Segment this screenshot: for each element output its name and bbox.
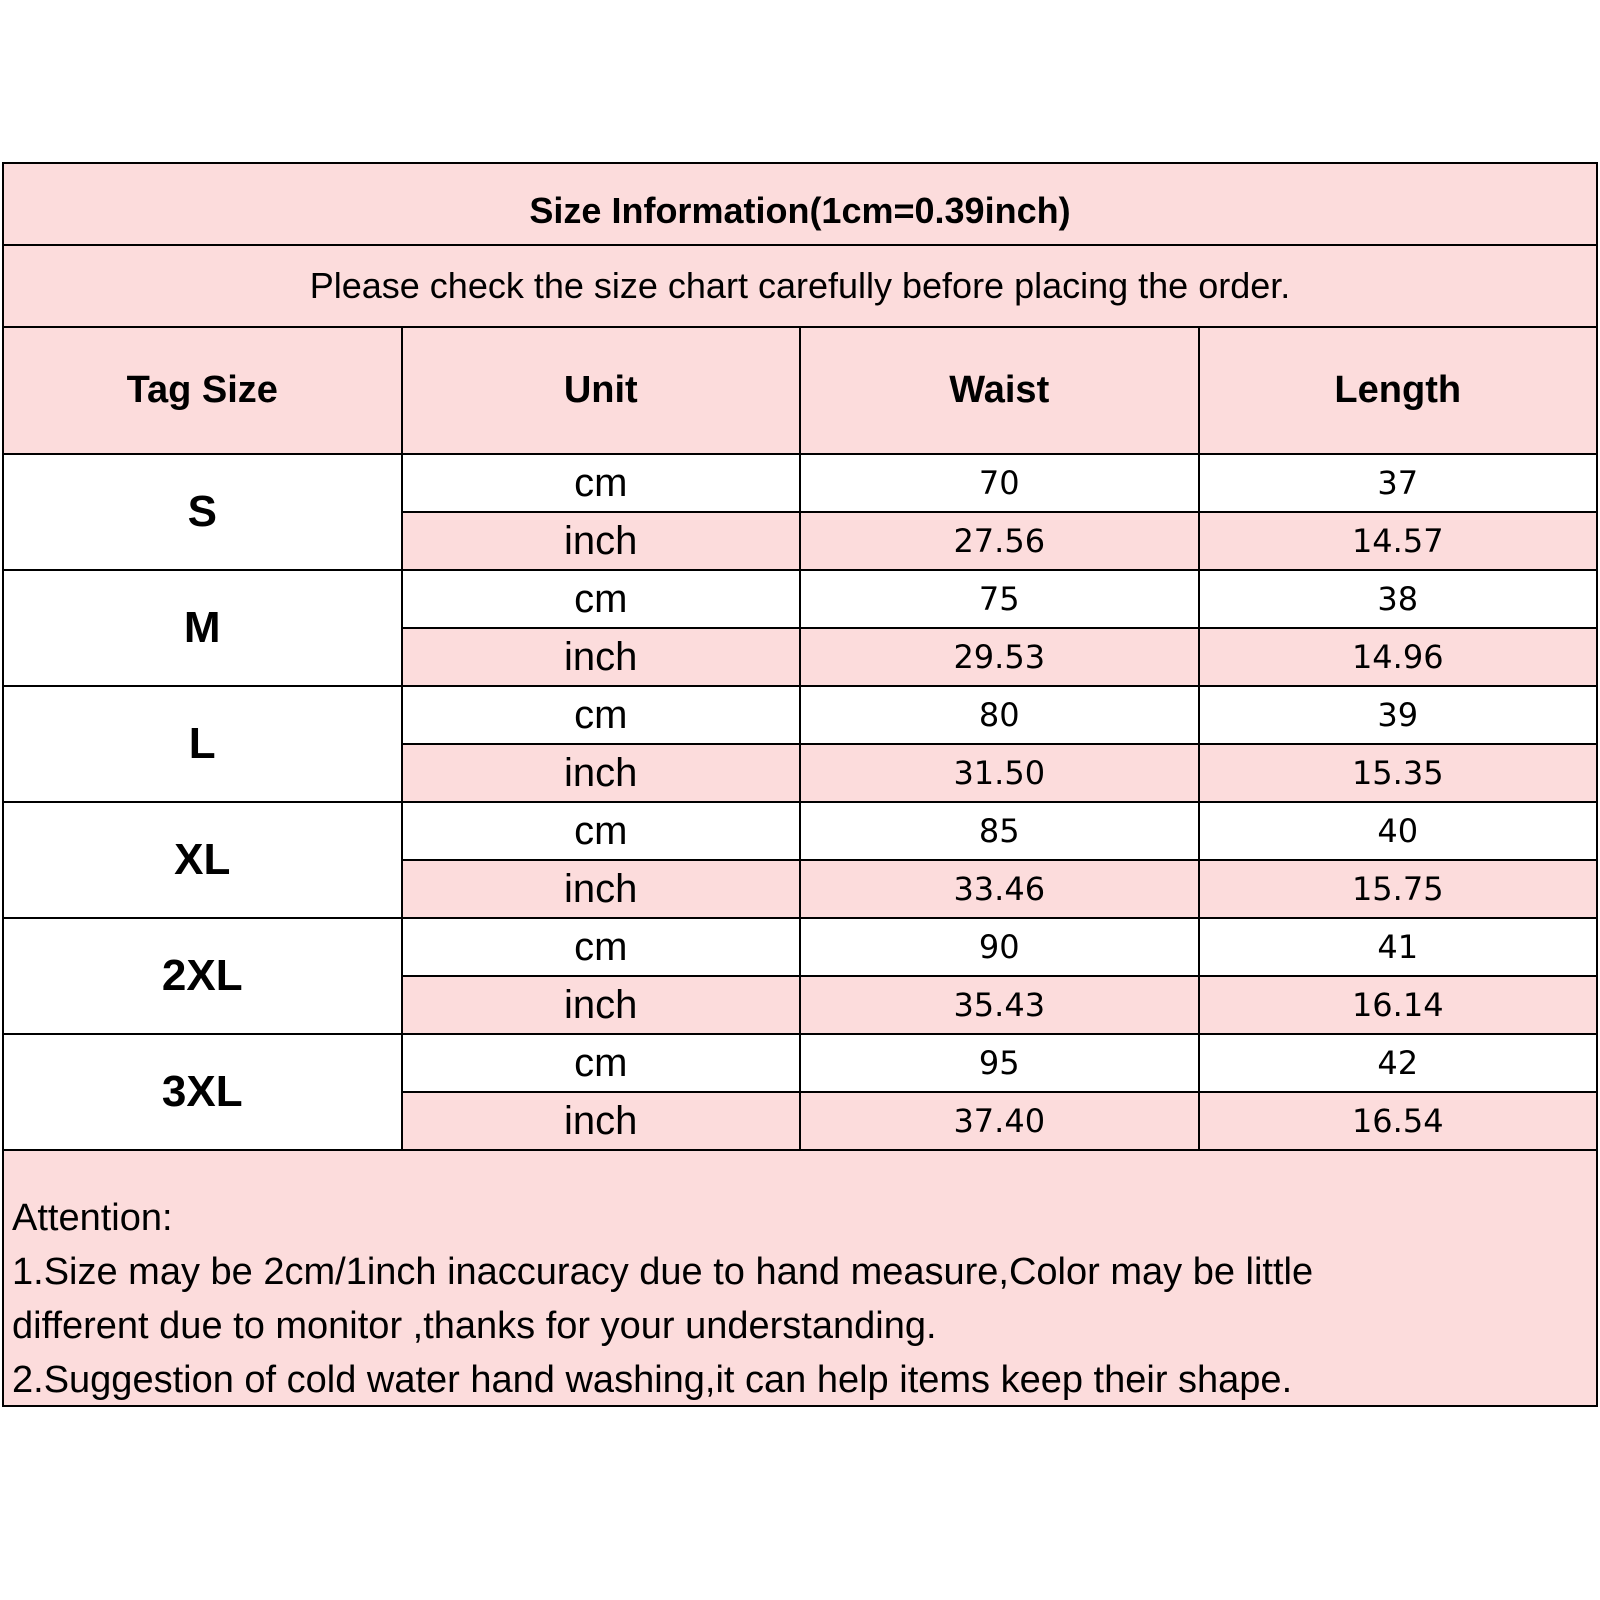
unit-cell: inch xyxy=(402,744,801,802)
length-cell: 42 xyxy=(1199,1034,1598,1092)
unit-cell: inch xyxy=(402,1092,801,1150)
size-chart-title: Size Information(1cm=0.39inch) xyxy=(2,162,1598,246)
length-cell: 14.96 xyxy=(1199,628,1598,686)
unit-cell: inch xyxy=(402,512,801,570)
length-cell: 14.57 xyxy=(1199,512,1598,570)
waist-cell: 85 xyxy=(800,802,1199,860)
waist-cell: 90 xyxy=(800,918,1199,976)
waist-cell: 31.50 xyxy=(800,744,1199,802)
waist-cell: 33.46 xyxy=(800,860,1199,918)
size-chart xyxy=(2,162,1598,1407)
tag-size-cell: XL xyxy=(3,802,402,918)
waist-cell: 35.43 xyxy=(800,976,1199,1034)
size-chart-subtitle: Please check the size chart carefully before placing the order. xyxy=(2,244,1598,328)
length-cell: 16.54 xyxy=(1199,1092,1598,1150)
waist-cell: 95 xyxy=(800,1034,1199,1092)
unit-cell: cm xyxy=(402,454,801,512)
size-table xyxy=(2,326,1598,1151)
header-tag-size: Tag Size xyxy=(3,327,402,454)
tag-size-cell: L xyxy=(3,686,402,802)
header-length: Length xyxy=(1199,327,1598,454)
length-cell: 39 xyxy=(1199,686,1598,744)
table-row xyxy=(3,686,1597,744)
tag-size-cell: 3XL xyxy=(3,1034,402,1150)
length-cell: 37 xyxy=(1199,454,1598,512)
length-cell: 41 xyxy=(1199,918,1598,976)
waist-cell: 80 xyxy=(800,686,1199,744)
waist-cell: 70 xyxy=(800,454,1199,512)
tag-size-cell: S xyxy=(3,454,402,570)
table-row xyxy=(3,1034,1597,1092)
waist-cell: 37.40 xyxy=(800,1092,1199,1150)
length-cell: 15.75 xyxy=(1199,860,1598,918)
attention-line: 1.Size may be 2cm/1inch inaccuracy due to hand measure,Color may be little xyxy=(12,1251,1314,1293)
unit-cell: inch xyxy=(402,628,801,686)
attention-heading: Attention: xyxy=(12,1197,173,1239)
length-cell: 38 xyxy=(1199,570,1598,628)
table-row xyxy=(3,918,1597,976)
attention-line: 2.Suggestion of cold water hand washing,it can help items keep their shape. xyxy=(12,1359,1293,1401)
unit-cell: cm xyxy=(402,686,801,744)
unit-cell: inch xyxy=(402,860,801,918)
waist-cell: 29.53 xyxy=(800,628,1199,686)
unit-cell: inch xyxy=(402,976,801,1034)
header-waist: Waist xyxy=(800,327,1199,454)
table-row xyxy=(3,454,1597,512)
length-cell: 16.14 xyxy=(1199,976,1598,1034)
attention-line: different due to monitor ,thanks for your understanding. xyxy=(12,1305,937,1347)
table-row xyxy=(3,802,1597,860)
tag-size-cell: M xyxy=(3,570,402,686)
table-row xyxy=(3,570,1597,628)
unit-cell: cm xyxy=(402,1034,801,1092)
unit-cell: cm xyxy=(402,570,801,628)
length-cell: 15.35 xyxy=(1199,744,1598,802)
header-unit: Unit xyxy=(402,327,801,454)
table-header-row xyxy=(3,327,1597,454)
unit-cell: cm xyxy=(402,918,801,976)
tag-size-cell: 2XL xyxy=(3,918,402,1034)
unit-cell: cm xyxy=(402,802,801,860)
attention-notes xyxy=(2,1149,1598,1407)
waist-cell: 75 xyxy=(800,570,1199,628)
waist-cell: 27.56 xyxy=(800,512,1199,570)
length-cell: 40 xyxy=(1199,802,1598,860)
